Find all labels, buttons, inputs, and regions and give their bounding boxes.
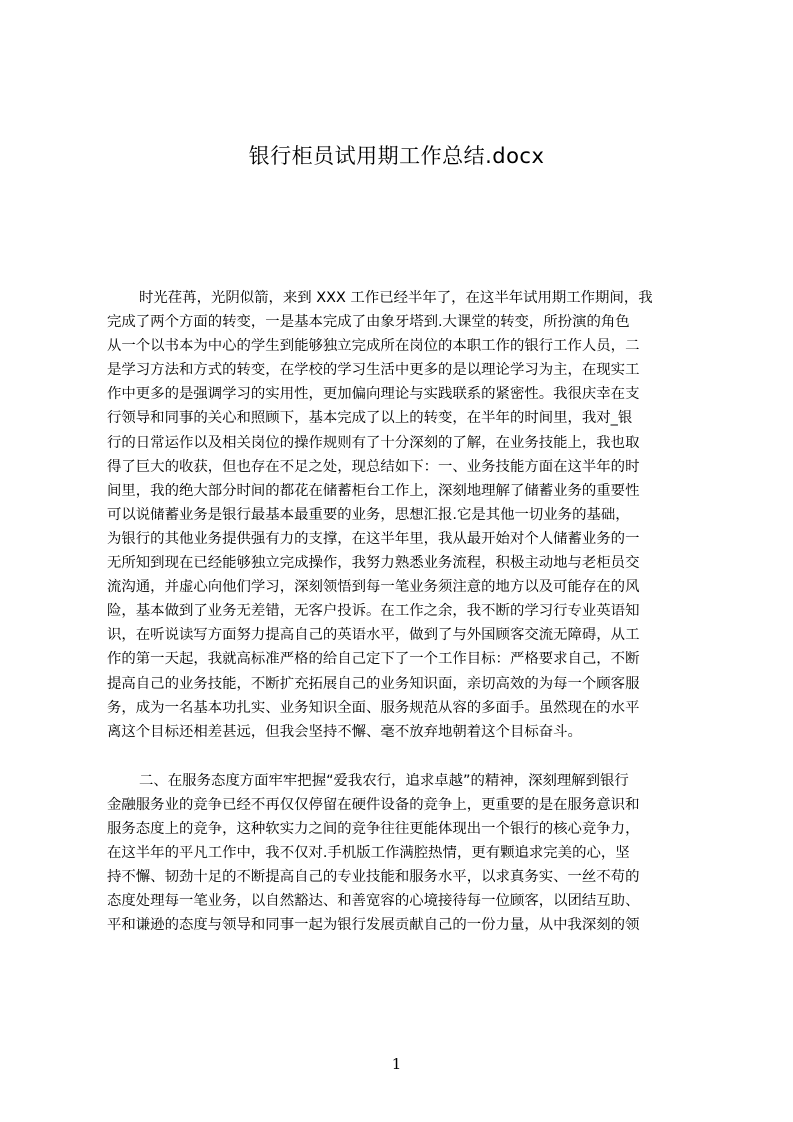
text-line: 二、在服务态度方面牢牢把握“爱我农行，追求卓越”的精神，深刻理解到银行: [139, 772, 629, 789]
text-line: 为银行的其他业务提供强有力的支撑，在这半年里，我从最开始对个人储蓄业务的一: [107, 530, 640, 547]
text-line: 金融服务业的竞争已经不再仅仅停留在硬件设备的竞争上，更重要的是在服务意识和: [107, 796, 640, 813]
text-line: 从一个以书本为中心的学生到能够独立完成所在岗位的本职工作的银行工作人员，二: [107, 338, 640, 355]
text-line: 作的第一天起，我就高标准严格的给自己定下了一个工作目标：严格要求自己，不断: [107, 651, 640, 668]
text-line: 是学习方法和方式的转变，在学校的学习生活中更多的是以理论学习为主，在现实工: [107, 362, 640, 379]
text-line: 可以说储蓄业务是银行最基本最重要的业务，思想汇报.它是其他一切业务的基础，: [107, 506, 630, 523]
text-line: 作中更多的是强调学习的实用性，更加偏向理论与实践联系的紧密性。我很庆幸在支: [107, 386, 640, 403]
text-line: 无所知到现在已经能够独立完成操作，我努力熟悉业务流程，积极主动地与老柜员交: [107, 555, 640, 572]
text-line: 识，在听说读写方面努力提高自己的英语水平，做到了与外国顾客交流无障碍，从工: [107, 627, 640, 644]
text-line: 行领导和同事的关心和照顾下，基本完成了以上的转变，在半年的时间里，我对_银: [107, 410, 633, 427]
text-line: 在这半年的平凡工作中，我不仅对.手机版工作满腔热情，更有颗追求完美的心，坚: [107, 845, 630, 862]
text-line: 持不懈、韧劲十足的不断提高自己的专业技能和服务水平，以求真务实、一丝不苟的: [107, 869, 640, 886]
text-line: 提高自己的业务技能，不断扩充拓展自己的业务知识面，亲切高效的为每一个顾客服: [107, 675, 640, 692]
text-line: 得了巨大的收获，但也存在不足之处，现总结如下：一、业务技能方面在这半年的时: [107, 458, 640, 475]
document-body: [107, 286, 699, 937]
paragraph-1: [107, 286, 699, 744]
text-line: 间里，我的绝大部分时间的都花在储蓄柜台工作上，深刻地理解了储蓄业务的重要性: [107, 482, 640, 499]
text-line: 完成了两个方面的转变，一是基本完成了由象牙塔到.大课堂的转变，所扮演的角色: [107, 314, 630, 331]
paragraph-2: [107, 769, 699, 938]
text-line: 务，成为一名基本功扎实、业务知识全面、服务规范从容的多面手。虽然现在的水平: [107, 699, 640, 716]
text-line: 平和谦逊的态度与领导和同事一起为银行发展贡献自己的一份力量，从中我深刻的领: [107, 917, 640, 934]
paragraph-spacer: [107, 744, 699, 769]
text-line: 时光荏苒，光阴似箭，来到 XXX 工作已经半年了，在这半年试用期工作期间，我: [139, 290, 653, 306]
text-line: 流沟通，并虚心向他们学习，深刻领悟到每一笔业务须注意的地方以及可能存在的风: [107, 579, 640, 596]
document-title: 银行柜员试用期工作总结.docx: [248, 144, 545, 168]
text-line: 态度处理每一笔业务，以自然豁达、和善宽容的心境接待每一位顾客，以团结互助、: [107, 893, 640, 910]
text-line: 离这个目标还相差甚远，但我会坚持不懈、毫不放弃地朝着这个目标奋斗。: [107, 723, 582, 740]
page-number: 1: [391, 1055, 402, 1073]
text-line: 行的日常运作以及相关岗位的操作规则有了十分深刻的了解，在业务技能上，我也取: [107, 434, 640, 451]
text-line: 服务态度上的竞争，这种软实力之间的竞争往往更能体现出一个银行的核心竞争力，: [107, 820, 640, 837]
text-line: 险，基本做到了业务无差错，无客户投诉。在工作之余，我不断的学习行专业英语知: [107, 603, 640, 620]
